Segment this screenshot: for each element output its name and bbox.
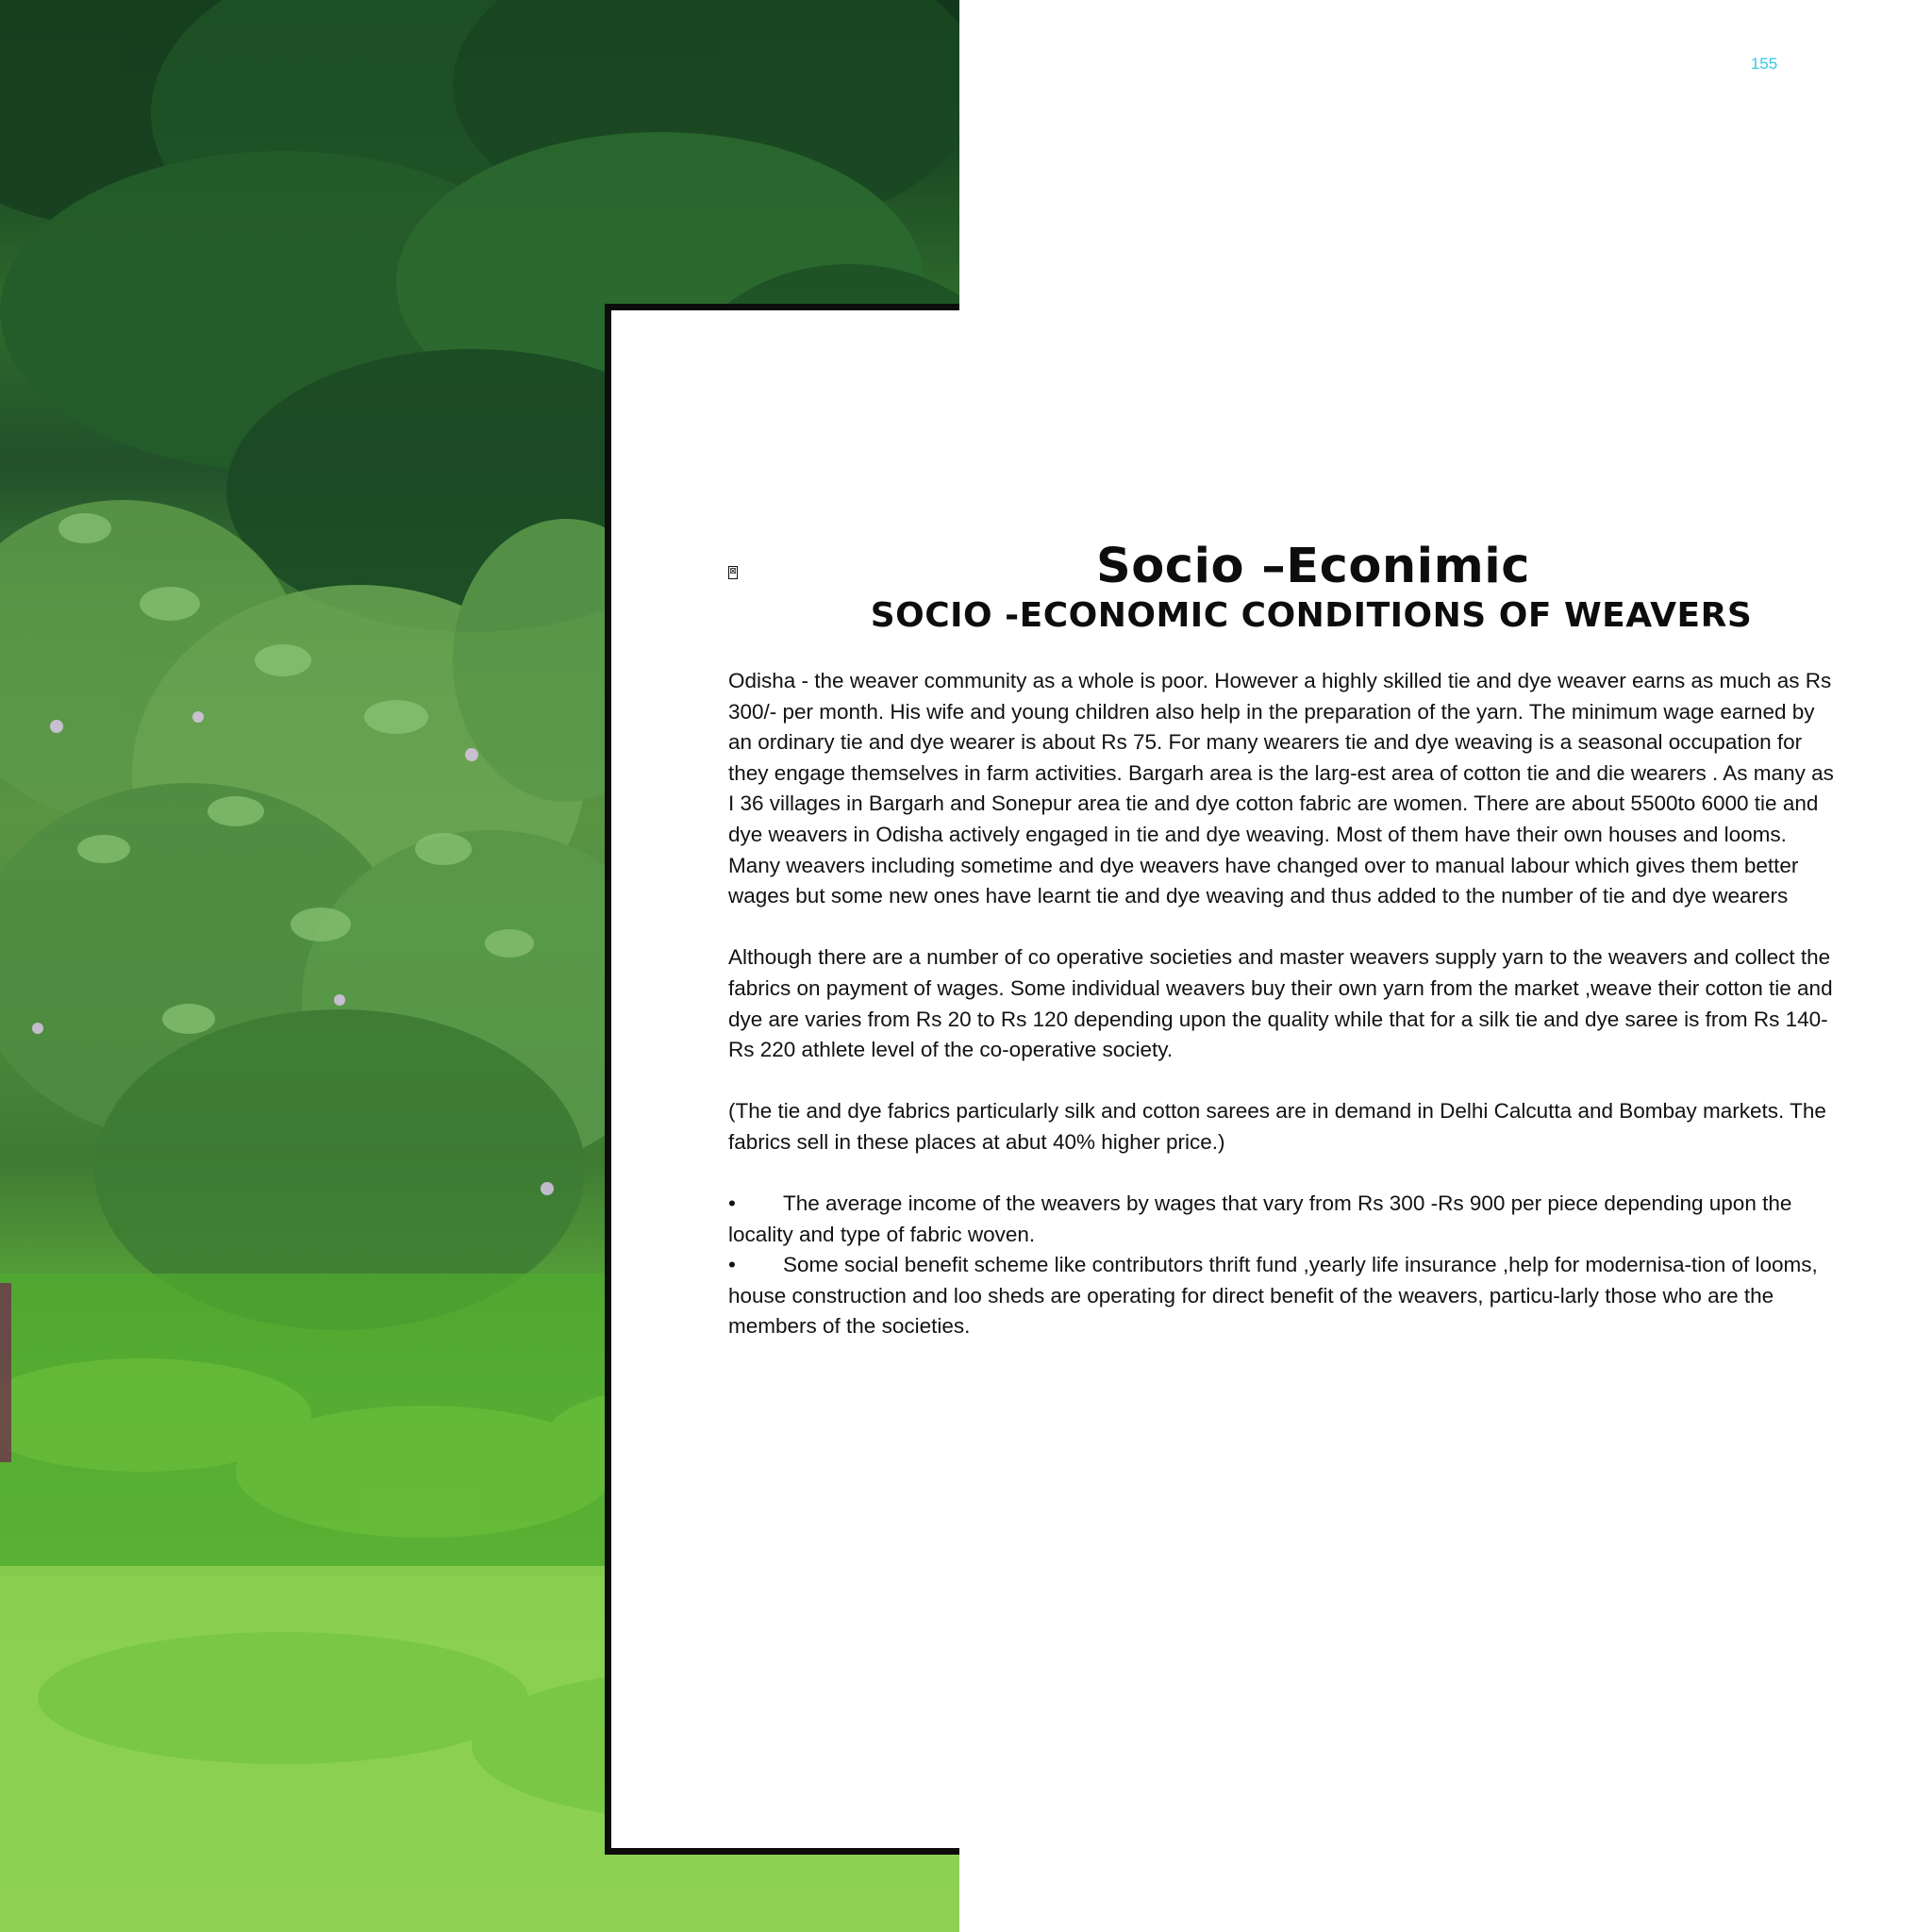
page-subtitle: SOCIO -ECONOMIC CONDITIONS OF WEAVERS [870, 596, 1753, 635]
paragraph: Although there are a number of co operative societies and master weavers supply yarn to the weavers and collect the fabrics on payment of wages. Some individual weavers buy their own yarn from the market ,weave their cotton tie and dye are varies from Rs 20 to Rs 120 depending upon the quality while that for a silk tie and dye saree is from Rs 140- Rs 220 athlete level of the co-operative society. [728, 945, 1833, 1062]
paragraph: (The tie and dye fabrics particularly silk and cotton sarees are in demand in Delhi Calcutta and Bombay markets. The fabrics sell in these places at abut 40% higher price.) [728, 1099, 1826, 1154]
paragraph: Odisha - the weaver community as a whole is poor. However a highly skilled tie and dye weaver earns as much as Rs 300/- per month. His wife and young children also help in the preparation of the yarn. The minimum wage earned by an ordinary tie and dye wearer is about Rs 75. For many wearers tie and dye weaving is a seasonal occupation for they engage themselves in farm activities. Bargarh area is the larg-est area of cotton tie and die wearers . As many as I 36 villages in Bargarh and Sonepur area tie and dye cotton fabric are women. There are about 5500to 6000 tie and dye weavers in Odisha actively engaged in tie and dye weaving. Most of them have their own houses and looms. Many weavers including sometime and dye weavers have changed over to manual labour which gives them better wages but some new ones have learnt tie and dye weaving and thus added to the number of tie and dye wearers [728, 669, 1834, 908]
bullet-item [728, 1189, 1841, 1250]
page-title: Socio –Econimic [1095, 539, 1531, 594]
article-body [728, 666, 1841, 1342]
bullet-icon: • [728, 1253, 736, 1277]
bullet-item [728, 1250, 1841, 1342]
page-number: 155 [1750, 55, 1778, 73]
bullet-text: The average income of the weavers by wages that vary from Rs 300 -Rs 900 per piece depending upon the locality and type of fabric woven. [728, 1191, 1792, 1246]
bullet-icon: • [728, 1191, 736, 1216]
missing-glyph-icon: ⊠ [728, 566, 738, 579]
bullet-text: Some social benefit scheme like contributors thrift fund ,yearly life insurance ,help for modernisa-tion of looms, house construction and loo sheds are operating for direct benefit of the weavers, particu-larly those who are the members of the societies. [728, 1253, 1818, 1339]
